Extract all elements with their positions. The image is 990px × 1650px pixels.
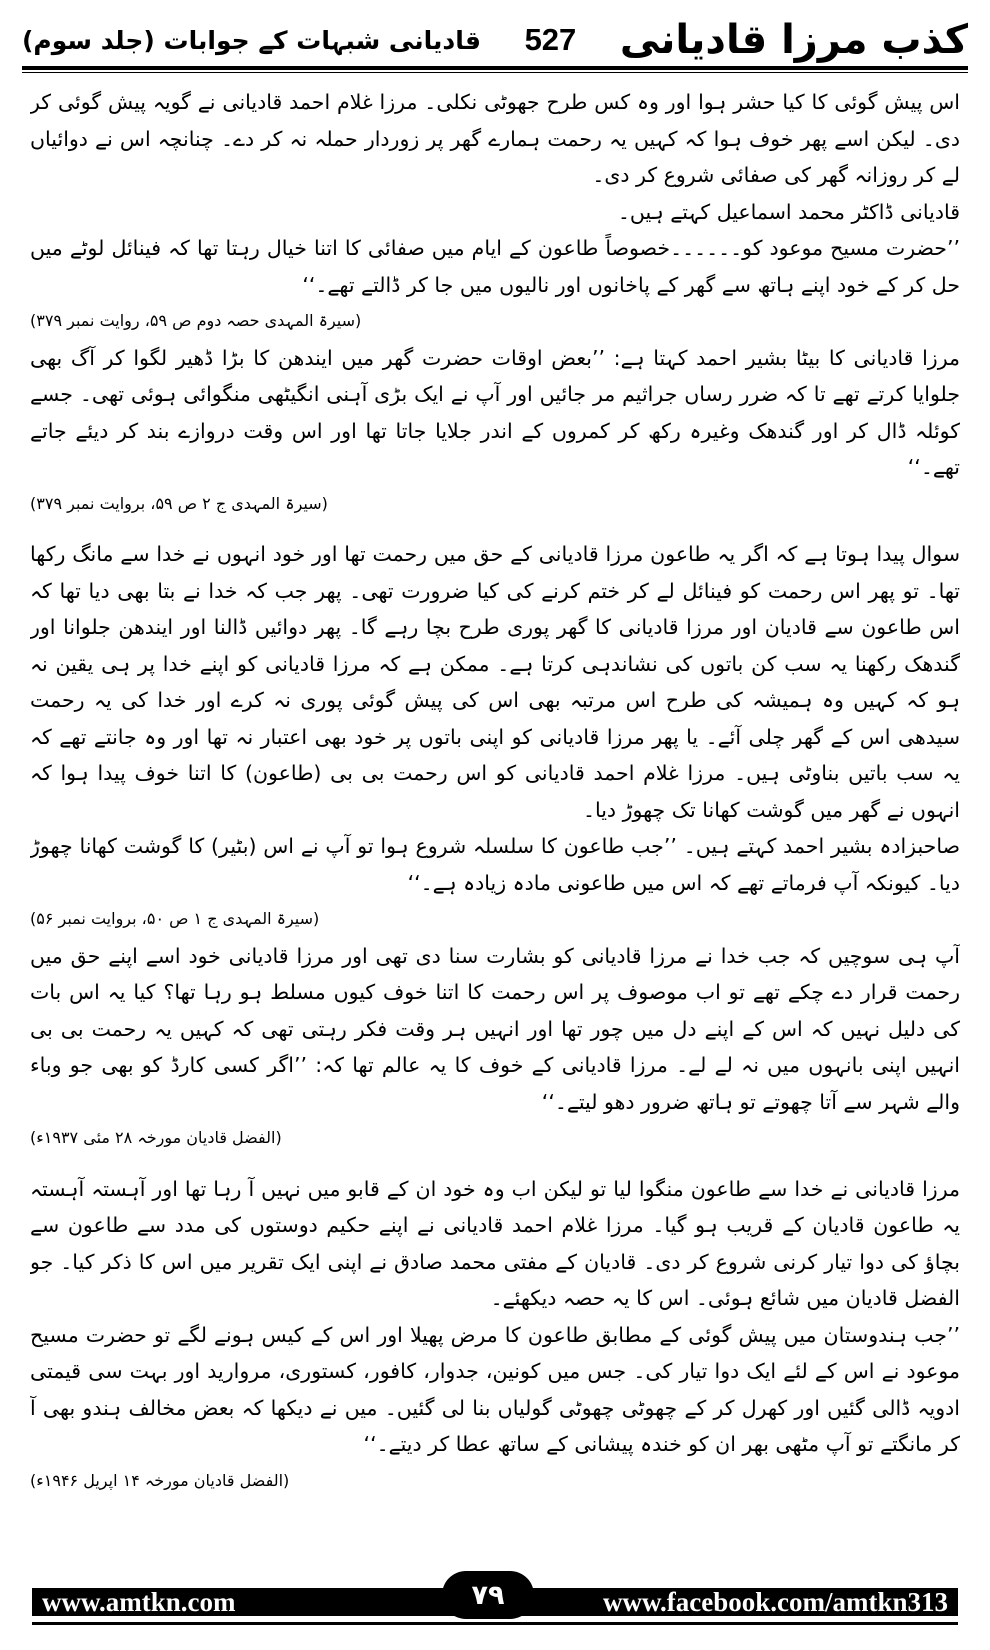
page-body — [30, 84, 960, 1546]
quote-3: صاحبزادہ بشیر احمد کہتے ہیں۔ ’’جب طاعون کا سلسلہ شروع ہوا تو آپ نے اس (بٹیر) کا گوشت کھانا چھوڑ دیا۔ کیونکہ آپ فرماتے تھے کہ اس میں طاعونی مادہ زیادہ ہے۔‘‘ — [30, 834, 960, 895]
page-number: 527 — [524, 22, 577, 57]
footer-rule — [32, 1622, 958, 1625]
paragraph-2: قادیانی ڈاکٹر محمد اسماعیل کہتے ہیں۔ — [617, 199, 960, 224]
paragraph-3: سوال پیدا ہوتا ہے کہ اگر یہ طاعون مرزا قادیانی کے حق میں رحمت تھا اور خود انہوں نے خدا سے مانگ رکھا تھا۔ تو پھر اس رحمت کو فینائل لے کر ختم کرنے کی کیا ضرورت تھی۔ پھر جب کہ خدا نے بتا بھی دیا تھا کہ اس طاعون سے قادیان اور مرزا قادیانی کا گھر پوری طرح بچا رہے گا۔ پھر دوائیں ڈالنا اور ایندھن جلوانا اور گندھک رکھنا یہ سب کن باتوں کی نشاندہی کرتا ہے۔ ممکن ہے کہ مرزا قادیانی کو اپنے خدا پر ہی یقین نہ ہو کہ کہیں وہ ہمیشہ کی طرح اس مرتبہ بھی اس کی پیش گوئی پوری نہ کرے اور خدا کی یہ رحمت سیدھی اس کے گھر چلی آئے۔ یا پھر مرزا قادیانی کو اپنی باتوں پر خود بھی اعتبار نہ تھا اور وہ جانتے تھے کہ یہ سب باتیں بناوٹی ہیں۔ مرزا غلام احمد قادیانی کو اس رحمت بی بی (طاعون) کا اتنا خوف پیدا ہوا کہ انہوں نے گھر میں گوشت کھانا تک چھوڑ دیا۔ — [30, 542, 960, 822]
facebook-link[interactable]: www.facebook.com/amtkn313 — [603, 1586, 948, 1617]
quote-1: ’’حضرت مسیح موعود کو۔۔۔۔۔۔خصوصاً طاعون کے ایام میں صفائی کا اتنا خیال رہتا تھا کہ فینائل لوٹے میں حل کر کے خود اپنے ہاتھ سے گھر کے پاخانوں اور نالیوں میں جا کر ڈالتے تھے۔‘‘ — [30, 236, 960, 297]
book-title: کذب مرزا قادیانی — [619, 17, 968, 63]
paragraph-5: مرزا قادیانی نے خدا سے طاعون منگوا لیا تو لیکن اب وہ خود ان کے قابو میں نہیں آ رہا تھا اور آہستہ آہستہ یہ طاعون قادیان کے قریب ہو گیا۔ مرزا غلام احمد قادیانی نے اپنے حکیم دوستوں کی مدد سے طاعون سے بچاؤ کی دوا تیار کرنی شروع کر دی۔ قادیان کے مفتی محمد صادق نے اپنی ایک تقریر میں اس کا ذکر کیا۔ جو الفضل قادیان میں شائع ہوئی۔ اس کا یہ حصہ دیکھئے۔ — [30, 1176, 960, 1310]
website-link[interactable]: www.amtkn.com — [42, 1586, 236, 1617]
paragraph-4: آپ ہی سوچیں کہ جب خدا نے مرزا قادیانی کو بشارت سنا دی تھی اور مرزا قادیانی خود اسے اپنے حق میں رحمت قرار دے چکے تھے تو اب موصوف پر اس رحمت کا اتنا خوف کیوں مسلط ہو رہا تھا؟ کیا یہ اس بات کی دلیل نہیں کہ اس کے اپنے دل میں چور تھا اور انہیں ہر وقت فکر رہتی تھی کہ کہیں یہ رحمت بی بی انہیں اپنی بانہوں میں نہ لے لے۔ مرزا قادیانی کے خوف کا یہ عالم تھا کہ: ’’اگر کسی کارڈ کو بھی جو وباء والے شہر سے آتا چھوتے تو ہاتھ ضرور دھو لیتے۔‘‘ — [30, 943, 960, 1114]
header-rule-thin — [22, 72, 968, 73]
reference-1: (سیرۃ المہدی حصہ دوم ص ۵۹، روایت نمبر ۳۷۹) — [30, 311, 362, 330]
header-rule — [22, 66, 968, 70]
reference-3: (سیرۃ المہدی ج ۱ ص ۵۰، بروایت نمبر ۵۶) — [30, 909, 320, 928]
reference-5: (الفضل قادیان مورخہ ۱۴ اپریل ۱۹۴۶ء) — [30, 1470, 290, 1490]
local-page-number: ۷۹ — [442, 1571, 534, 1619]
page-header — [22, 16, 968, 64]
quote-4: ’’جب ہندوستان میں پیش گوئی کے مطابق طاعون کا مرض پھیلا اور اس کے کیس ہونے لگے تو حضرت مسیح موعود نے اس کے لئے ایک دوا تیار کی۔ جس میں کونین، جدوار، کافور، کستوری، مروارید اور بہت سی قیمتی ادویہ ڈالی گئیں اور کھرل کر کے چھوٹی چھوٹی گولیاں بنا لی گئیں۔ میں نے دیکھا کہ بعض مخالف ہندو بھی آ کر مانگتے تو آپ مٹھی بھر ان کو خندہ پیشانی کے ساتھ عطا کر دیتے۔‘‘ — [30, 1322, 960, 1456]
book-subtitle: قادیانی شبہات کے جوابات (جلد سوم) — [22, 25, 481, 55]
quote-2: مرزا قادیانی کا بیٹا بشیر احمد کہتا ہے: ’’بعض اوقات حضرت گھر میں ایندھن کا بڑا ڈھیر لگوا کر آگ بھی جلوایا کرتے تھے تا کہ ضرر رساں جراثیم مر جائیں اور آپ نے ایک بڑی آہنی انگیٹھی منگوائی ہوئی تھی۔ جسے کوئلہ ڈال کر اور گندھک وغیرہ رکھ کر کمروں کے اندر جلایا جاتا تھا اور اس وقت دروازے بند کر دیئے جاتے تھے۔‘‘ — [30, 345, 960, 479]
reference-2: (سیرۃ المہدی ج ۲ ص ۵۹، بروایت نمبر ۳۷۹) — [30, 493, 328, 513]
paragraph-1: اس پیش گوئی کا کیا حشر ہوا اور وہ کس طرح جھوٹی نکلی۔ مرزا غلام احمد قادیانی نے گویہ پیش گوئی کر دی۔ لیکن اسے پھر خوف ہوا کہ کہیں یہ رحمت ہمارے گھر پر زوردار حملہ نہ کر دے۔ چنانچہ اس نے دوائیاں لے کر روزانہ گھر کی صفائی شروع کر دی۔ — [30, 90, 960, 187]
reference-4: (الفضل قادیان مورخہ ۲۸ مئی ۱۹۳۷ء) — [30, 1128, 282, 1147]
